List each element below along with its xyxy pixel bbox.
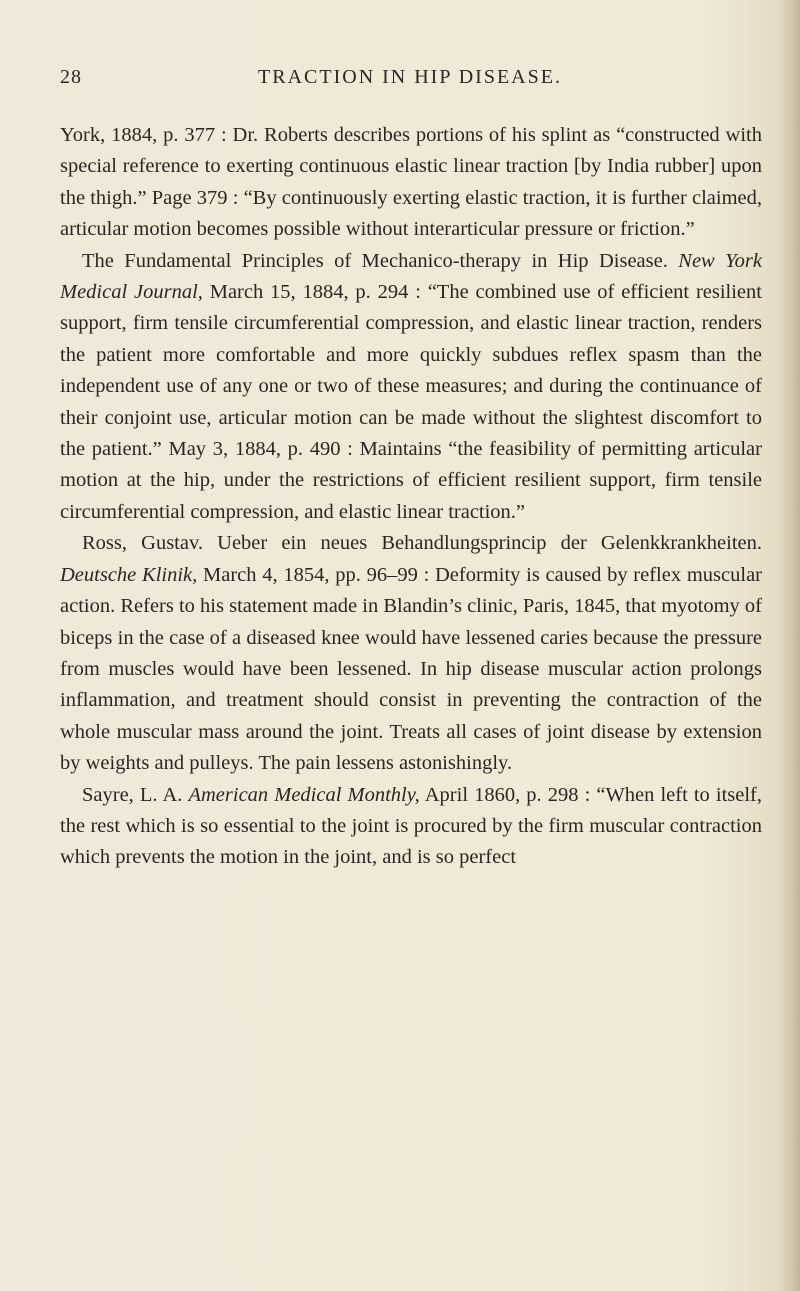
journal-title: Deutsche Klinik, [60, 563, 198, 586]
text-run: Sayre, L. A. [82, 783, 189, 806]
paragraph [60, 120, 762, 246]
text-run: Ross, Gustav. Ueber ein neues Behandlungsprincip der Gelenkkrankheiten. [82, 532, 762, 555]
text-run: March 4, 1854, pp. 96–99 : Deformity is caused by reflex muscular action. Refers to his statement made in Blandin’s clinic, Paris, 1845, that myotomy of biceps in the case of a diseased knee would have lessened caries because the pressure from muscles would have been lessened. In hip disease muscular action prolongs inflammation, and treatment should consist in preventing the contraction of the whole muscular mass around the joint. Treats all cases of joint disease by extension by weights and pulleys. The pain lessens astonishingly. [60, 563, 763, 775]
paragraph [60, 528, 762, 779]
text-run: York, 1884, p. 377 : Dr. Roberts describes portions of his splint as “constructed with special reference to exerting continuous elastic linear traction [by India rubber] upon the thigh.” Page 379 : “By continuously exerting elastic traction, it is further claimed, articular motion becomes possible without interarticular pressure or friction.” [60, 124, 762, 241]
page-edge-shadow [778, 0, 800, 1291]
body-text [60, 120, 762, 874]
journal-title: American Medical Monthly, [188, 783, 420, 806]
page-header [60, 66, 760, 96]
journal-title: New York Medical Journal, [60, 249, 762, 304]
paragraph [60, 246, 762, 529]
text-run: March 15, 1884, p. 294 : “The combined use of efficient resilient support, firm tensile circumferential compression, and elastic linear traction, renders the patient more comfortable and more quickly subdues reflex spasm than the independent use of any one or two of these measures; and during the continuance of their conjoint use, articular motion can be made without the slightest discomfort to the patient.” May 3, 1884, p. 490 : Maintains “the feasibility of permitting articular motion at the hip, under the restrictions of efficient resilient support, firm tensile circumferential compression, and elastic linear traction.” [60, 281, 762, 523]
running-title: TRACTION IN HIP DISEASE. [258, 66, 562, 88]
text-run: The Fundamental Principles of Mechanico-therapy in Hip Disease. [82, 249, 679, 272]
page-number: 28 [60, 66, 82, 88]
text-run: April 1860, p. 298 : “When left to itself, the rest which is so essential to the joint is procured by the firm muscular contraction which prevents the motion in the joint, and is so perfect [60, 783, 762, 869]
paragraph [60, 780, 762, 874]
